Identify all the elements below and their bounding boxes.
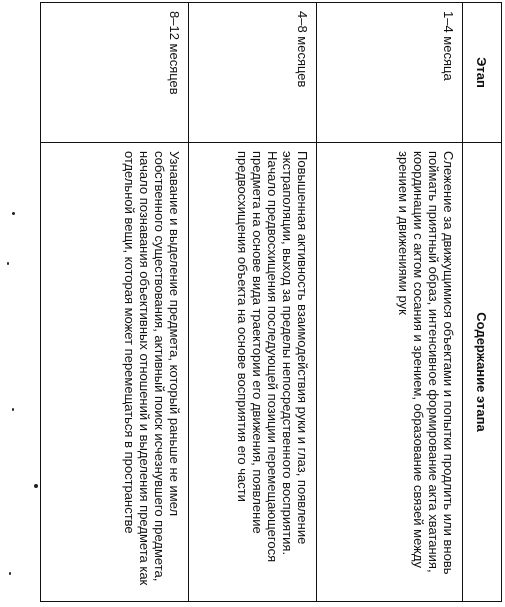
table-row <box>317 3 463 602</box>
stage-label: 8–12 месяцев <box>166 11 182 95</box>
scan-speck <box>12 212 15 215</box>
stage-cell <box>317 3 463 143</box>
rotated-document-page <box>40 2 502 602</box>
scan-speck <box>12 408 14 411</box>
header-stage: Этап <box>463 3 502 143</box>
content-cell: Повышенная активность взаимодействия руки и глаз, появление экстраполяции, выход за пределы непосредственного восприятия. Начало предвосхищения последующей позиции перемещающегося предмета на основе вида траектории его движения, появление предвосхищения объекта на основе восприятия его части <box>188 143 317 602</box>
stage-label: 1–4 месяца <box>441 11 456 81</box>
scan-speck <box>34 484 38 488</box>
scan-speck <box>7 262 9 265</box>
table-header-row <box>463 3 502 602</box>
scan-speck <box>9 572 11 575</box>
table-row <box>188 3 317 602</box>
table-row <box>41 3 189 602</box>
stage-cell <box>41 3 189 143</box>
content-cell: Узнавание и выделение предмета, который раньше не имел собственного существования, активный поиск исчезнувшего предмета, начало познавания объективных отношений и выделения предмета как отдельной вещи, которая может перемещаться в пространстве <box>41 143 189 602</box>
content-cell: Слежение за движущимися объектами и попытки продлить или вновь поймать приятный образ, интенсивное формирование акта хватания, координации с актом сосания и зрением, образование связей между зрением и движениями рук <box>317 143 463 602</box>
stage-cell <box>188 3 317 143</box>
header-content: Содержание этапа <box>463 143 502 602</box>
development-stages-table <box>40 2 502 602</box>
stage-label: 4–8 месяцев <box>295 11 311 88</box>
